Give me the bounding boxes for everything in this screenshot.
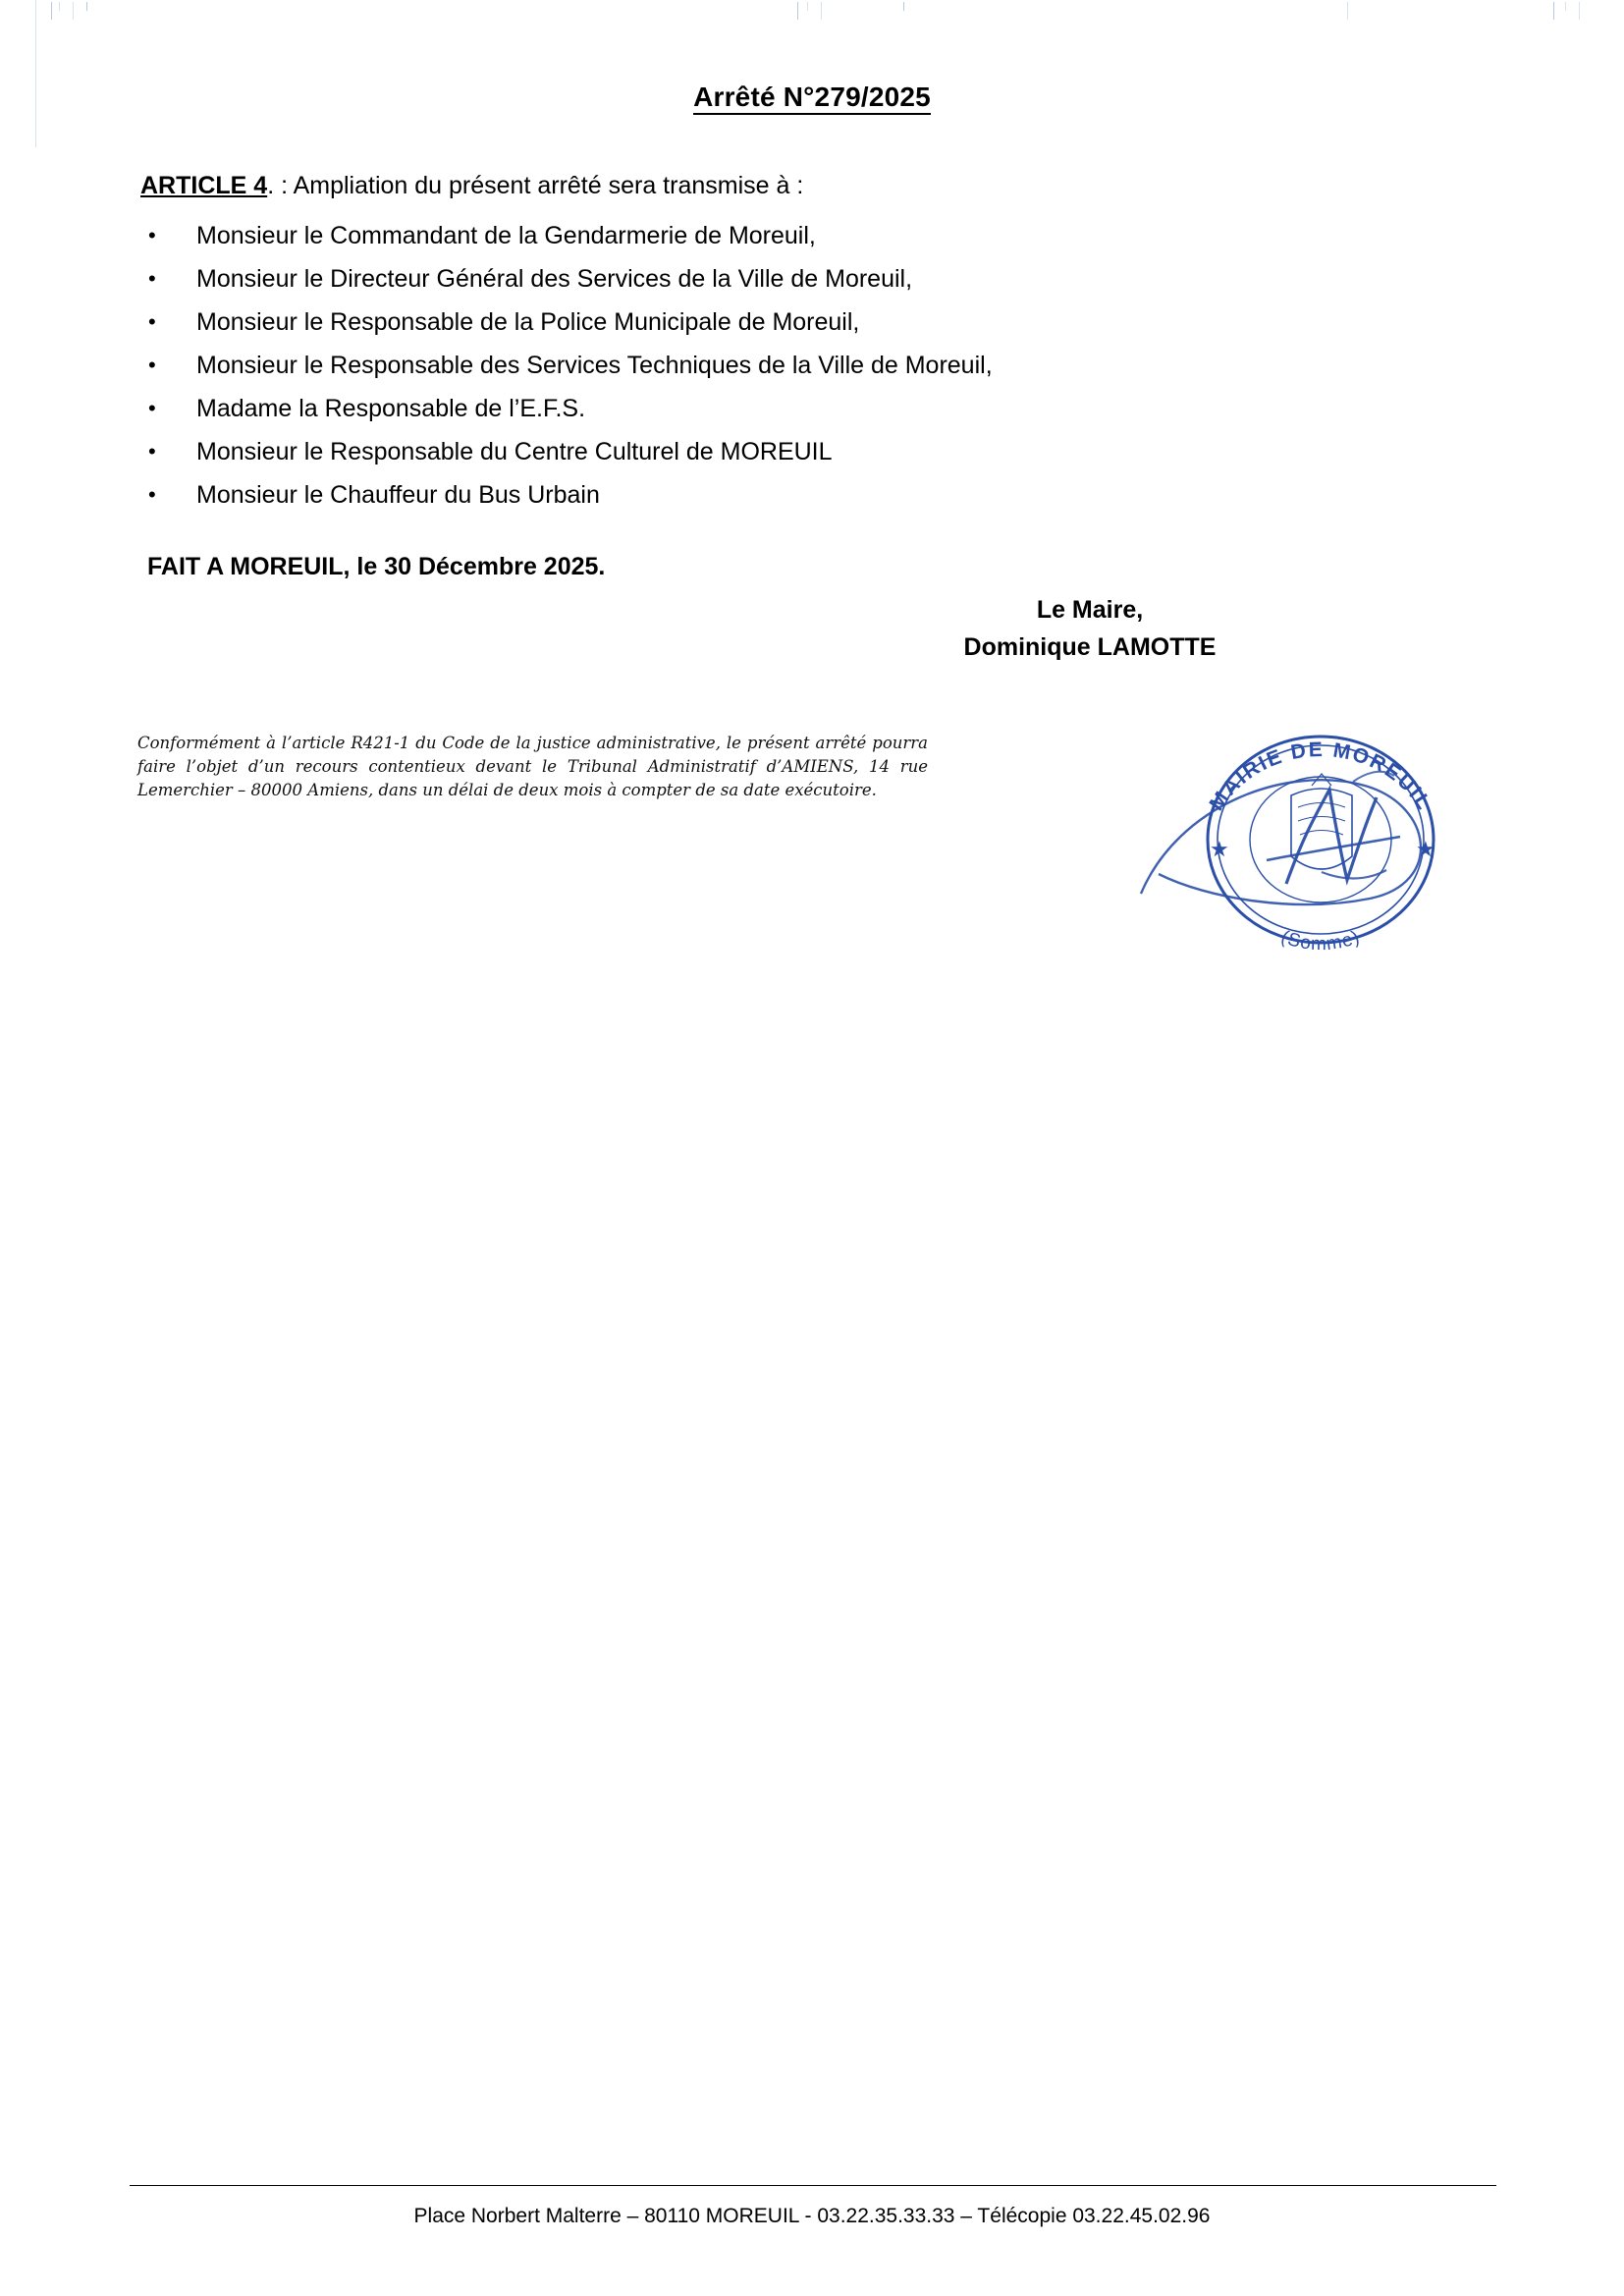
page-title-text: Arrêté N°279/2025 [693,82,931,115]
article-heading [140,172,803,200]
official-stamp [1119,687,1512,982]
signature-role: Le Maire, [1036,596,1144,624]
list-item: • Monsieur le Commandant de la Gendarmerie de Moreuil, [140,214,1319,257]
place-date: FAIT A MOREUIL, le 30 Décembre 2025. [147,553,606,580]
svg-text:★: ★ [1210,837,1229,861]
signature-block [884,591,1296,666]
footer-text: Place Norbert Malterre – 80110 MOREUIL - 03.22.35.33.33 – Télécopie 03.22.45.02.96 [413,2205,1211,2227]
list-item: • Monsieur le Responsable de la Police Municipale de Moreuil, [140,301,1319,344]
footer [0,2205,1624,2228]
stamp-and-signature-graphic [1119,687,1512,982]
svg-text:(Somme): (Somme) [1277,926,1364,956]
article-label: ARTICLE 4 [140,172,268,199]
list-item: • Madame la Responsable de l’E.F.S. [140,387,1319,430]
page-title [0,82,1624,113]
footer-divider [130,2185,1496,2186]
list-item: • Monsieur le Directeur Général des Services de la Ville de Moreuil, [140,257,1319,301]
list-item: • Monsieur le Chauffeur du Bus Urbain [140,473,1319,517]
svg-text:MAIRIE DE MOREUIL: MAIRIE DE MOREUIL [1205,738,1436,815]
article-text: . : Ampliation du présent arrêté sera transmise à : [267,172,804,199]
list-item: • Monsieur le Responsable des Services Techniques de la Ville de Moreuil, [140,344,1319,387]
svg-text:★: ★ [1416,837,1435,861]
legal-notice: Conformément à l’article R421-1 du Code de la justice administrative, le présent arrêté pourra faire l’objet d’un recours contentieux devant le Tribunal Administratif d’AMIENS, 14 rue Lemerchier – 80000 Amiens, dans un délai de deux mois à compter de sa date exécutoire. [137,734,928,799]
signature-name: Dominique LAMOTTE [963,633,1217,661]
recipients-list [140,214,1319,517]
list-item: • Monsieur le Responsable du Centre Culturel de MOREUIL [140,430,1319,473]
